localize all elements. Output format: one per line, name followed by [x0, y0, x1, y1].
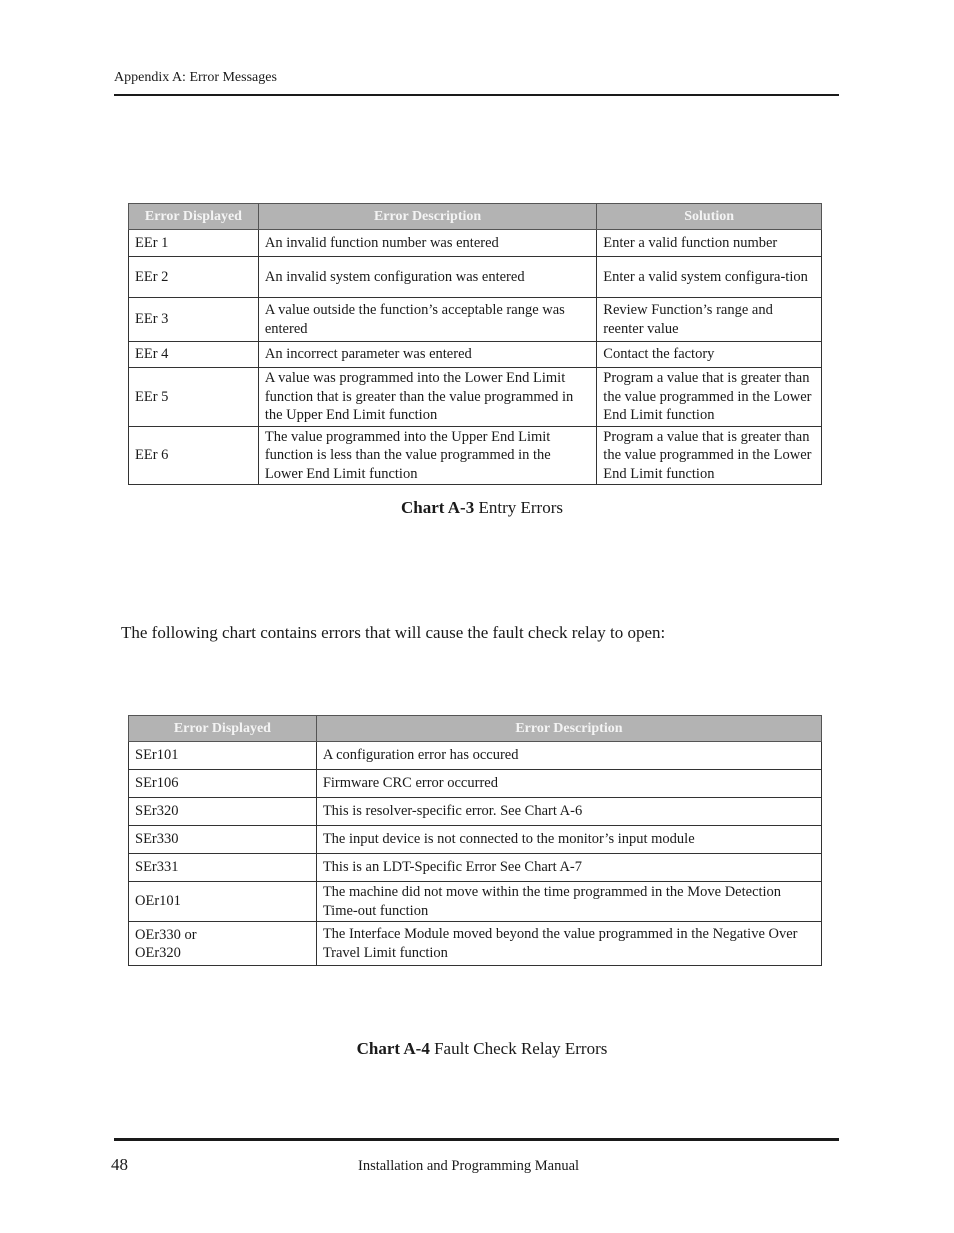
description-cell: A value outside the function’s acceptable range was entered [258, 298, 596, 342]
description-cell: The input device is not connected to the monitor’s input module [316, 826, 821, 854]
solution-cell: Review Function’s range and reenter value [597, 298, 822, 342]
description-cell: An invalid function number was entered [258, 230, 596, 257]
error-code-cell: SEr101 [129, 742, 317, 770]
caption-text: Entry Errors [474, 498, 563, 517]
description-cell: A configuration error has occured [316, 742, 821, 770]
column-header: Error Description [316, 716, 821, 742]
description-cell: An incorrect parameter was entered [258, 342, 596, 368]
error-code-cell: EEr 4 [129, 342, 259, 368]
running-header: Appendix A: Error Messages [114, 70, 277, 85]
table-row [129, 882, 822, 922]
error-code-cell: OEr101 [129, 882, 317, 922]
error-code-cell: SEr331 [129, 854, 317, 882]
chart-a3-caption [0, 498, 954, 518]
table-row [129, 854, 822, 882]
table-header-row [129, 716, 822, 742]
error-code-cell: EEr 3 [129, 298, 259, 342]
error-code-cell: SEr320 [129, 798, 317, 826]
table-row [129, 342, 822, 368]
error-code-cell: SEr106 [129, 770, 317, 798]
description-cell: An invalid system configuration was entered [258, 257, 596, 298]
description-cell: The machine did not move within the time programmed in the Move Detection Time-out function [316, 882, 821, 922]
table-row [129, 922, 822, 966]
column-header: Error Displayed [129, 716, 317, 742]
entry-errors-table [128, 203, 822, 485]
description-cell: The value programmed into the Upper End Limit function is less than the value programmed in the Lower End Limit function [258, 427, 596, 485]
table-row [129, 298, 822, 342]
solution-cell: Enter a valid function number [597, 230, 822, 257]
table-row [129, 742, 822, 770]
caption-label: Chart A-3 [401, 498, 475, 517]
caption-label: Chart A-4 [356, 1039, 430, 1058]
chart-a4-caption [0, 1039, 954, 1059]
header-rule [114, 94, 839, 96]
column-header: Solution [597, 204, 822, 230]
description-cell: A value was programmed into the Lower End Limit function that is greater than the value programmed in the Upper End Limit function [258, 368, 596, 427]
description-cell: This is resolver-specific error. See Chart A-6 [316, 798, 821, 826]
caption-text: Fault Check Relay Errors [429, 1039, 608, 1058]
description-cell: The Interface Module moved beyond the value programmed in the Negative Over Travel Limit function [316, 922, 821, 966]
table-row [129, 257, 822, 298]
error-code-cell: EEr 1 [129, 230, 259, 257]
column-header: Error Displayed [129, 204, 259, 230]
page-number: 48 [111, 1155, 128, 1174]
error-code-cell: SEr330 [129, 826, 317, 854]
footer-title: Installation and Programming Manual [358, 1158, 580, 1174]
table-row [129, 826, 822, 854]
error-code-cell: EEr 2 [129, 257, 259, 298]
description-cell: This is an LDT-Specific Error See Chart A-7 [316, 854, 821, 882]
table-row [129, 798, 822, 826]
footer-rule [114, 1138, 839, 1141]
table-row [129, 770, 822, 798]
column-header: Error Description [258, 204, 596, 230]
table-row [129, 368, 822, 427]
error-code-cell: EEr 5 [129, 368, 259, 427]
error-code-line: OEr330 or OEr320 [135, 926, 197, 961]
solution-cell: Contact the factory [597, 342, 822, 368]
solution-cell: Enter a valid system configura-tion [597, 257, 822, 298]
solution-cell: Program a value that is greater than the value programmed in the Lower End Limit function [597, 427, 822, 485]
description-cell: Firmware CRC error occurred [316, 770, 821, 798]
fault-check-table [128, 715, 822, 966]
error-code-cell: EEr 6 [129, 427, 259, 485]
solution-cell: Program a value that is greater than the value programmed in the Lower End Limit function [597, 368, 822, 427]
table-row [129, 230, 822, 257]
error-code-cell [129, 922, 317, 966]
table-row [129, 427, 822, 485]
table-header-row [129, 204, 822, 230]
intro-paragraph: The following chart contains errors that will cause the fault check relay to open: [121, 623, 666, 642]
